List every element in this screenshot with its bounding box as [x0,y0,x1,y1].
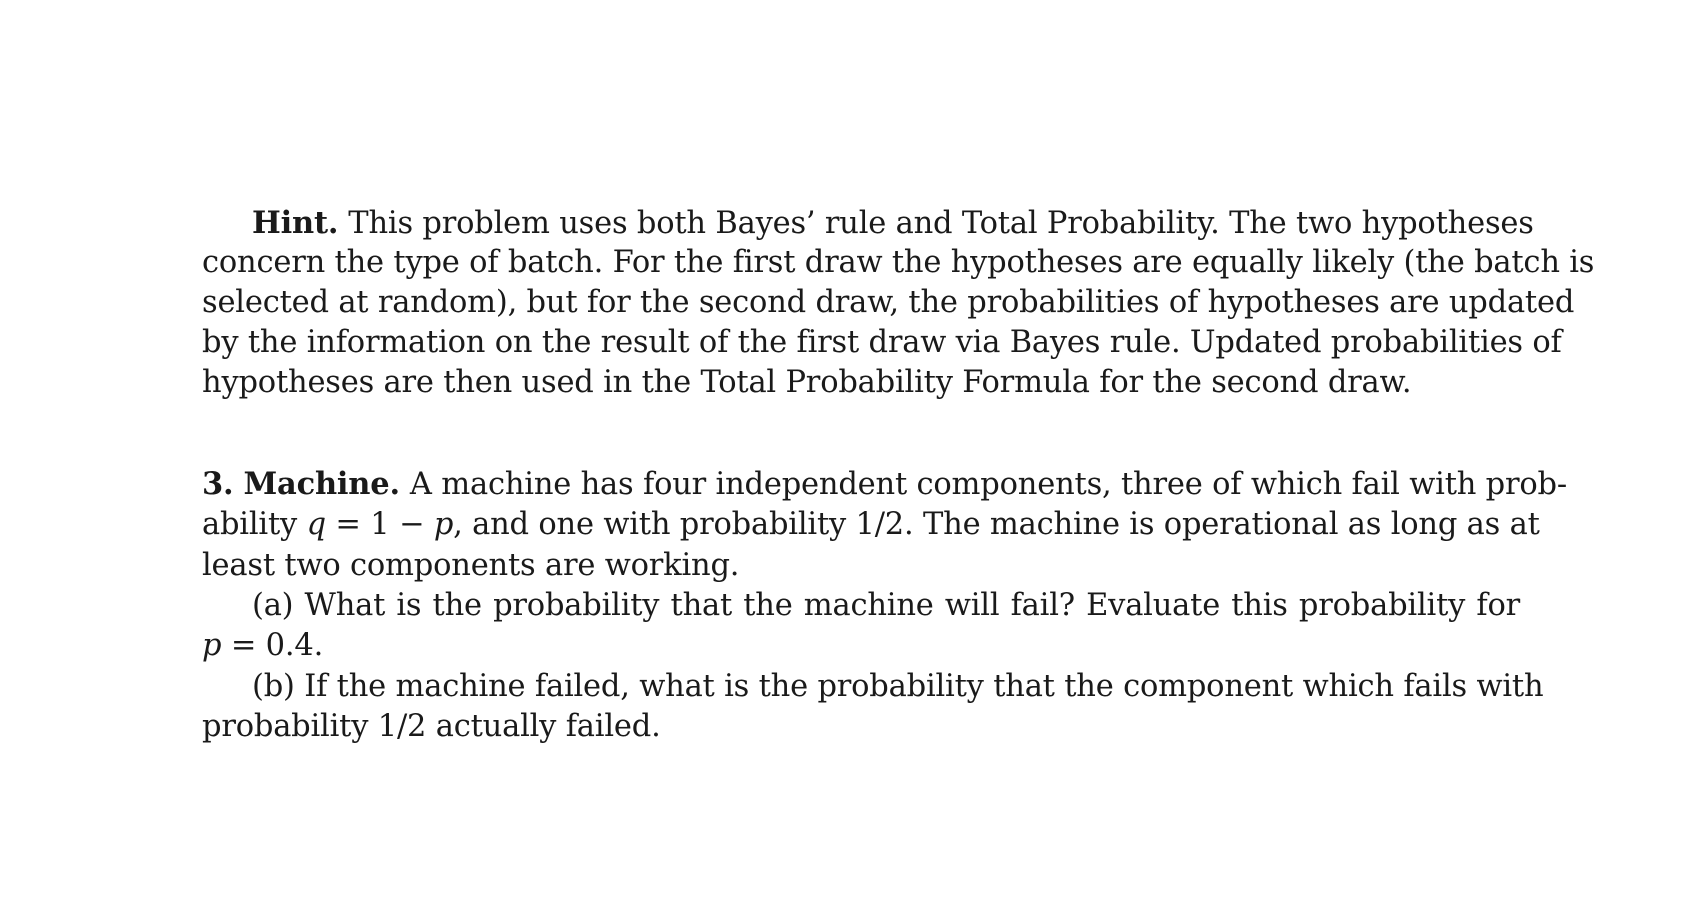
part-a-line-1 [252,586,1520,626]
math-var-p: p [433,507,454,542]
part-b-line-1 [252,667,1544,707]
problem-3-text-1: A machine has four independent components, three of which fail with prob- [409,467,1567,502]
part-b-text-1: (b) If the machine failed, what is the probability that the component which fails with [252,669,1544,704]
part-a-text-2: = 0.4. [230,628,324,663]
math-var-q: q [306,507,326,542]
hint-paragraph [202,203,1595,403]
part-b-text-2: probability 1/2 actually failed. [202,709,661,744]
hint-text-line-2: concern the type of batch. For the first draw the hypotheses are equally likely (the batch is [202,245,1595,280]
part-a-text-1: (a) What is the probability that the machine will fail? Evaluate this probability for [252,588,1520,623]
problem-3-line-1 [202,464,1567,504]
problem-3-line-2 [202,505,1540,545]
problem-3-text-2b: , and one with probability 1/2. The machine is operational as long as at [453,507,1540,542]
problem-title: Machine. [243,466,400,502]
hint-line-3 [202,283,1575,323]
problem-number: 3. [202,466,234,502]
part-a-var-p: p [202,628,222,663]
hint-line-4 [202,323,1562,363]
problem-3-text-2a: ability [202,507,298,542]
problem-3 [202,464,1567,754]
hint-line-5 [202,363,1411,403]
hint-line-2 [202,243,1595,283]
hint-text-line-5: hypotheses are then used in the Total Probability Formula for the second draw. [202,365,1412,400]
part-a-line-2 [202,626,323,666]
part-b-line-2 [202,707,661,747]
hint-text-line-3: selected at random), but for the second draw, the probabilities of hypotheses are updated [202,285,1575,320]
hint-label: Hint. [252,205,339,241]
problem-3-line-3 [202,546,739,586]
hint-text-line-4: by the information on the result of the first draw via Bayes rule. Updated probabilities of [202,325,1562,360]
hint-line-1 [252,203,1534,243]
problem-3-text-3: least two components are working. [202,548,740,583]
math-eq: = 1 − [335,507,425,542]
hint-text-line-1: This problem uses both Bayes’ rule and Total Probability. The two hypotheses [348,206,1534,241]
